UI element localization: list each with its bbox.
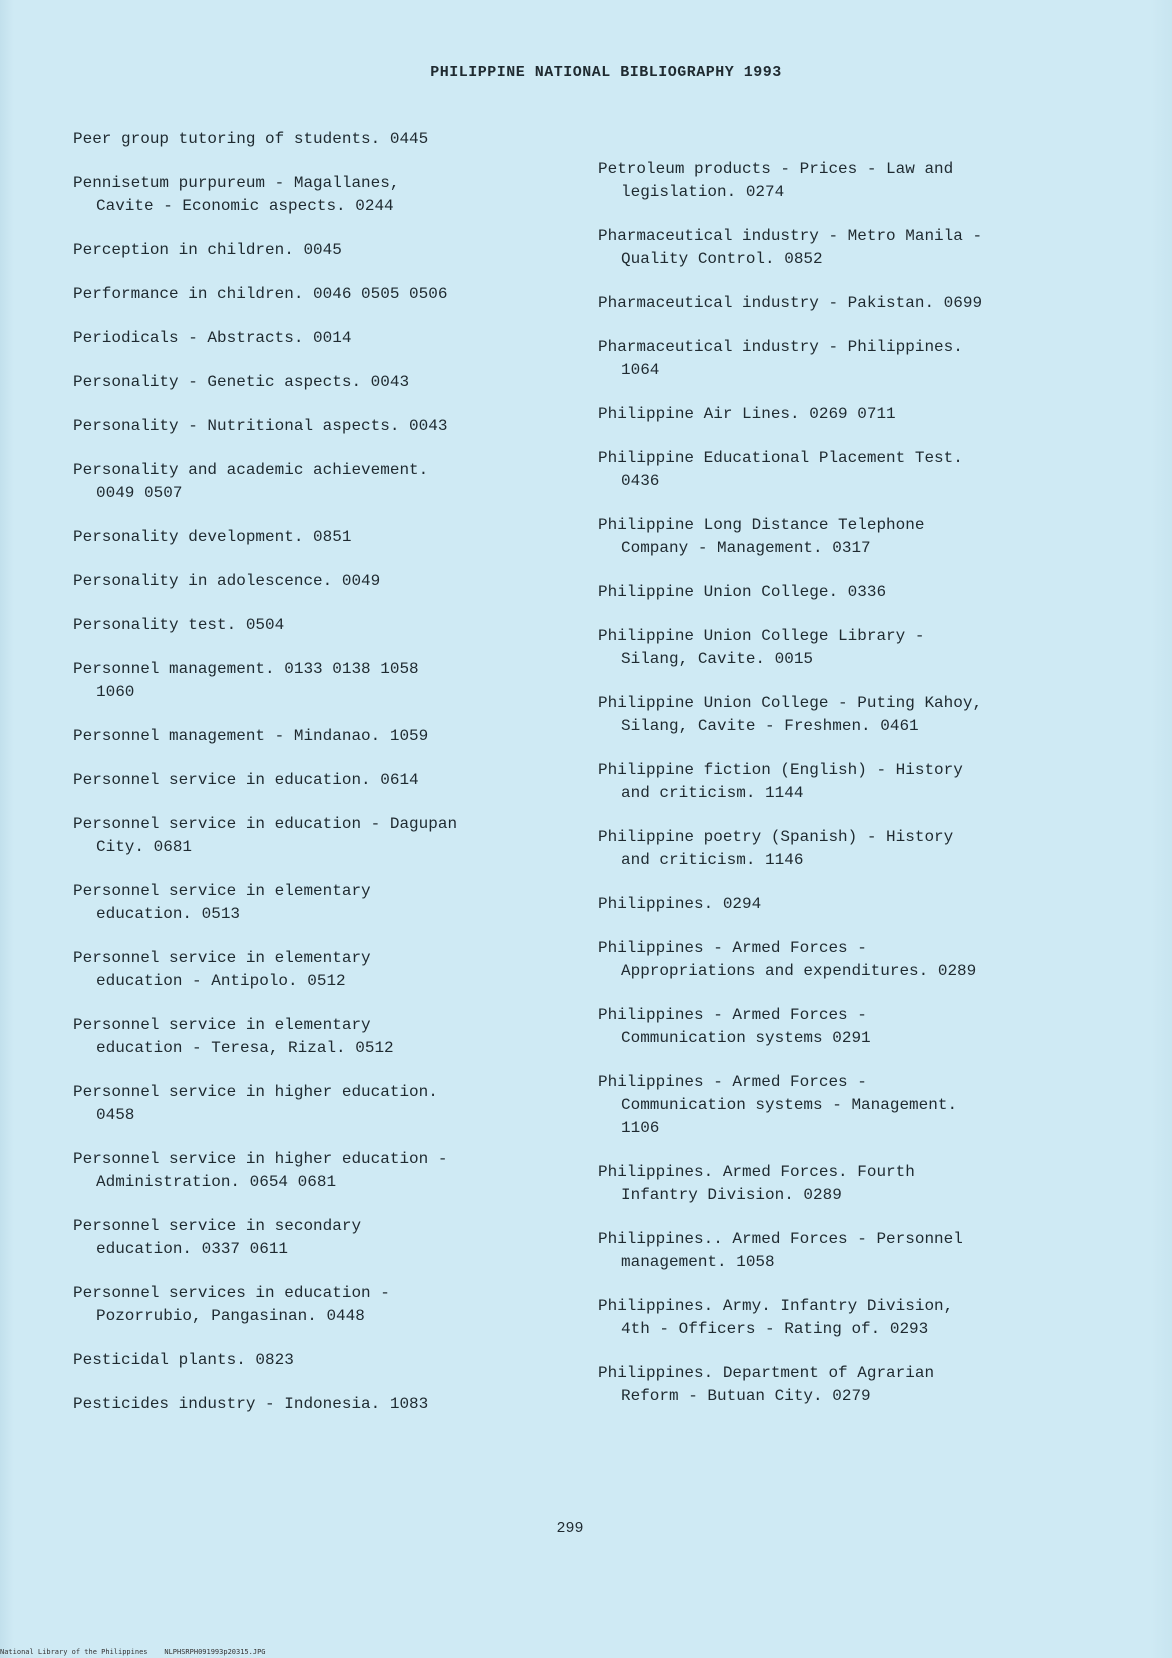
index-entry: Personnel service in higher education. 0458 xyxy=(73,1083,438,1124)
page-number: 299 xyxy=(556,1520,584,1537)
index-entry: Personnel service in education. 0614 xyxy=(73,771,419,789)
index-entry: Philippines. 0294 xyxy=(598,895,762,913)
index-entry: Philippine Union College Library - Silang, Cavite. 0015 xyxy=(598,627,925,668)
index-entry: Personnel service in elementary education - Teresa, Rizal. 0512 xyxy=(73,1016,394,1057)
scan-credit: National Library of the Philippines NLPHSRPH091993p20315.JPG xyxy=(0,1648,266,1656)
right-column xyxy=(598,158,1098,1429)
index-entry: Personnel services in education - Pozorrubio, Pangasinan. 0448 xyxy=(73,1284,390,1325)
index-entry: Personality development. 0851 xyxy=(73,528,352,546)
index-entry: Personality - Nutritional aspects. 0043 xyxy=(73,417,448,435)
index-entry: Pesticidal plants. 0823 xyxy=(73,1351,294,1369)
index-entry: Personality - Genetic aspects. 0043 xyxy=(73,373,410,391)
index-entry: Periodicals - Abstracts. 0014 xyxy=(73,329,352,347)
index-entry: Pharmaceutical industry - Pakistan. 0699 xyxy=(598,294,983,312)
index-entry: Philippine Air Lines. 0269 0711 xyxy=(598,405,896,423)
index-entry: Perception in children. 0045 xyxy=(73,241,342,259)
index-entry: Philippines - Armed Forces - Communication systems 0291 xyxy=(598,1006,871,1047)
index-entry: Pharmaceutical industry - Philippines. 1064 xyxy=(598,338,963,379)
index-entry: Personnel management. 0133 0138 1058 1060 xyxy=(73,660,419,701)
index-entry: Philippines.. Armed Forces - Personnel management. 1058 xyxy=(598,1230,963,1271)
index-entry: Philippines. Department of Agrarian Reform - Butuan City. 0279 xyxy=(598,1364,935,1405)
index-entry: Personality and academic achievement. 0049 0507 xyxy=(73,461,429,502)
index-entry: Philippine fiction (English) - History and criticism. 1144 xyxy=(598,761,963,802)
index-entry: Petroleum products - Prices - Law and legislation. 0274 xyxy=(598,160,954,201)
page-title: PHILIPPINE NATIONAL BIBLIOGRAPHY 1993 xyxy=(430,64,782,81)
index-entry: Philippine Union College. 0336 xyxy=(598,583,887,601)
index-entry: Philippine Educational Placement Test. 0436 xyxy=(598,449,963,490)
index-entry: Personnel service in education - Dagupan City. 0681 xyxy=(73,815,458,856)
index-entry: Peer group tutoring of students. 0445 xyxy=(73,130,429,148)
index-entry: Philippines - Armed Forces - Communication systems - Management. 1106 xyxy=(598,1073,958,1137)
index-entry: Philippines. Armed Forces. Fourth Infantry Division. 0289 xyxy=(598,1163,915,1204)
index-entry: Philippines. Army. Infantry Division, 4th - Officers - Rating of. 0293 xyxy=(598,1297,954,1338)
index-entry: Philippine poetry (Spanish) - History and criticism. 1146 xyxy=(598,828,954,869)
index-entry: Personnel service in secondary education. 0337 0611 xyxy=(73,1217,362,1258)
index-entry: Philippine Long Distance Telephone Company - Management. 0317 xyxy=(598,516,925,557)
index-entry: Personnel management - Mindanao. 1059 xyxy=(73,727,429,745)
index-entry: Personnel service in elementary education - Antipolo. 0512 xyxy=(73,949,371,990)
index-entry: Pennisetum purpureum - Magallanes, Cavite - Economic aspects. 0244 xyxy=(73,174,400,215)
index-entry: Philippine Union College - Puting Kahoy, Silang, Cavite - Freshmen. 0461 xyxy=(598,694,983,735)
index-entry: Pharmaceutical industry - Metro Manila - Quality Control. 0852 xyxy=(598,227,983,268)
index-entry: Personnel service in higher education - Administration. 0654 0681 xyxy=(73,1150,448,1191)
index-entry: Personnel service in elementary education. 0513 xyxy=(73,882,371,923)
index-entry: Personality test. 0504 xyxy=(73,616,285,634)
left-column xyxy=(73,128,593,1437)
index-entry: Performance in children. 0046 0505 0506 xyxy=(73,285,448,303)
index-entry: Pesticides industry - Indonesia. 1083 xyxy=(73,1395,429,1413)
index-entry: Philippines - Armed Forces - Appropriations and expenditures. 0289 xyxy=(598,939,977,980)
index-entry: Personality in adolescence. 0049 xyxy=(73,572,381,590)
